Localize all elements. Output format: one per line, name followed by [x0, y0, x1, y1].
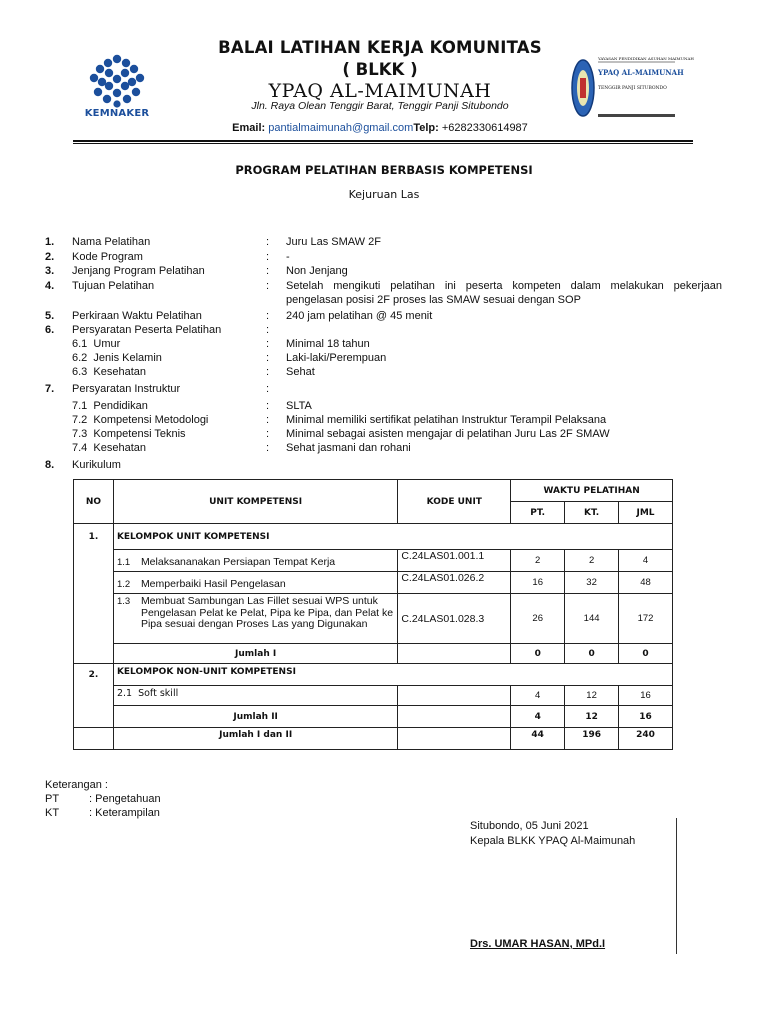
header-unit: UNIT KOMPETENSI: [113, 480, 397, 524]
info-subnumber: 7.1: [72, 400, 88, 412]
info-subtext: Kompetensi Teknis: [93, 428, 186, 440]
table-header-row: [74, 480, 673, 502]
notes-value: : Keterampilan: [89, 807, 160, 819]
unit-jml: 4: [619, 550, 673, 572]
subtotal-jml: 16: [619, 706, 673, 728]
unit-name: Melaksananakan Persiapan Tempat Kerja: [140, 555, 336, 568]
document-subtitle: Kejuruan Las: [348, 188, 420, 201]
info-colon: :: [266, 251, 270, 263]
institution-address: Jln. Raya Olean Tenggir Barat, Tenggir Panji Situbondo: [251, 100, 509, 112]
info-label: Tujuan Pelatihan: [72, 280, 155, 292]
table-row: [74, 572, 673, 594]
info-sublabel: [72, 413, 208, 427]
subtotal-kt: 0: [565, 644, 619, 664]
info-label: Persyaratan Instruktur: [72, 383, 181, 395]
info-value: Juru Las SMAW 2F: [286, 236, 381, 248]
info-label: Perkiraan Waktu Pelatihan: [72, 310, 202, 322]
info-label: Kurikulum: [72, 459, 121, 471]
info-colon: :: [266, 265, 270, 277]
info-sublabel: [72, 365, 146, 379]
info-number: 2.: [45, 251, 55, 263]
info-value: Laki-laki/Perempuan: [286, 352, 387, 364]
info-value: -: [286, 251, 290, 263]
info-number: 3.: [45, 265, 55, 277]
info-colon: :: [266, 280, 270, 292]
empty-cell: [398, 706, 511, 728]
info-value: Minimal memiliki sertifikat pelatihan Instruktur Terampil Pelaksana: [286, 414, 607, 426]
unit-name: Membuat Sambungan Las Fillet sesuai WPS untuk Pengelasan Pelat ke Pelat, Pipa ke Pipa, dan Pelat ke Pipa sesuai dengan Proses Las yang Digunakan: [140, 595, 394, 630]
empty-cell: [398, 686, 511, 706]
ypaq-line2: YPAQ AL-MAIMUNAH: [598, 68, 684, 77]
unit-cell: [113, 550, 397, 572]
unit-name: Soft skill: [138, 688, 179, 699]
info-subnumber: 6.3: [72, 366, 88, 378]
info-subnumber: 7.3: [72, 428, 88, 440]
info-colon: :: [266, 383, 270, 395]
header-pt: PT.: [511, 502, 565, 524]
unit-number: 1.1: [116, 556, 131, 568]
grand-pt: 44: [511, 728, 565, 750]
kemnaker-emblem-icon: [86, 54, 148, 108]
signature-place-date: Situbondo, 05 Juni 2021: [470, 820, 589, 832]
info-subnumber: 7.4: [72, 442, 88, 454]
subtotal-row: [74, 706, 673, 728]
table-row: [74, 664, 673, 686]
info-value: Setelah mengikuti pelatihan ini peserta kompeten dalam melakukan pekerjaan pengelasan posisi 2F proses las SMAW sesuai dengan SOP: [286, 280, 722, 306]
info-number: 7.: [45, 383, 55, 395]
grand-jml: 240: [619, 728, 673, 750]
curriculum-table: [73, 479, 673, 750]
unit-kt: 32: [565, 572, 619, 594]
info-subnumber: 6.2: [72, 352, 88, 364]
grand-kt: 196: [565, 728, 619, 750]
info-colon: :: [266, 310, 270, 322]
group-title: KELOMPOK NON-UNIT KOMPETENSI: [113, 664, 672, 686]
info-colon: :: [266, 338, 270, 350]
unit-name: Memperbaiki Hasil Pengelasan: [140, 577, 286, 590]
info-subtext: Jenis Kelamin: [93, 352, 162, 364]
unit-pt: 26: [511, 594, 565, 644]
notes-item: [45, 792, 161, 806]
grand-total-row: [74, 728, 673, 750]
group-number: [74, 524, 114, 664]
header-divider: [73, 140, 693, 142]
info-subtext: Pendidikan: [93, 400, 148, 412]
institution-abbr: ( BLKK ): [342, 60, 418, 79]
kemnaker-label: KEMNAKER: [84, 108, 150, 119]
subtotal-jml: 0: [619, 644, 673, 664]
subtotal-pt: 4: [511, 706, 565, 728]
table-row: [74, 594, 673, 644]
group-title: KELOMPOK UNIT KOMPETENSI: [113, 524, 672, 550]
unit-code: C.24LAS01.028.3: [398, 594, 511, 644]
kemnaker-logo: [80, 54, 154, 122]
signature-position: Kepala BLKK YPAQ Al-Maimunah: [470, 835, 636, 847]
ypaq-logo: [570, 54, 694, 124]
header-divider-thin: [73, 143, 693, 144]
unit-jml: 48: [619, 572, 673, 594]
notes-item: [45, 806, 160, 820]
institution-name: BALAI LATIHAN KERJA KOMUNITAS: [218, 38, 542, 57]
info-sublabel: [72, 351, 162, 365]
header-jml: JML: [619, 502, 673, 524]
signature-name: Drs. UMAR HASAN, MPd.I: [470, 938, 606, 950]
unit-pt: 2: [511, 550, 565, 572]
ypaq-line3: TENGGIR PANJI SITUBONDO: [598, 86, 667, 91]
unit-code: C.24LAS01.026.2: [398, 572, 511, 594]
info-number: 4.: [45, 280, 55, 292]
subtotal-label: Jumlah II: [113, 706, 397, 728]
info-value: Minimal 18 tahun: [286, 338, 370, 350]
margin-line: [676, 818, 677, 954]
info-number: 8.: [45, 459, 55, 471]
email-label: Email:: [232, 122, 266, 134]
grand-total-label: Jumlah I dan II: [113, 728, 397, 750]
info-value: Sehat: [286, 366, 315, 378]
header-kt: KT.: [565, 502, 619, 524]
notes-key: KT: [45, 807, 60, 819]
info-number: 1.: [45, 236, 55, 248]
notes-value: : Pengetahuan: [89, 793, 161, 805]
unit-jml: 172: [619, 594, 673, 644]
info-label: Jenjang Program Pelatihan: [72, 265, 205, 277]
info-subtext: Kesehatan: [93, 442, 147, 454]
info-colon: :: [266, 352, 270, 364]
unit-kt: 12: [565, 686, 619, 706]
info-value: Minimal sebagai asisten mengajar di pelatihan Juru Las 2F SMAW: [286, 428, 610, 440]
info-value: Sehat jasmani dan rohani: [286, 442, 411, 454]
ypaq-line1: YAYASAN PENDIDIKAN ASUHAN MAIMUNAH: [598, 56, 694, 61]
subtotal-pt: 0: [511, 644, 565, 664]
unit-kt: 2: [565, 550, 619, 572]
notes-title: Keterangan :: [45, 779, 108, 791]
group-number-text: 1.: [88, 532, 99, 542]
group-number-text: 2.: [88, 670, 99, 680]
info-colon: :: [266, 428, 270, 440]
info-sublabel: [72, 337, 120, 351]
empty-cell: [74, 728, 114, 750]
subtotal-kt: 12: [565, 706, 619, 728]
info-subnumber: 7.2: [72, 414, 88, 426]
unit-cell: [113, 686, 397, 706]
unit-pt: 4: [511, 686, 565, 706]
info-subtext: Umur: [93, 338, 121, 350]
phone-label: Telp:: [413, 122, 439, 134]
info-colon: :: [266, 236, 270, 248]
info-value: SLTA: [286, 400, 312, 412]
info-colon: :: [266, 366, 270, 378]
email-link[interactable]: pantialmaimunah@gmail.com: [268, 122, 414, 134]
info-value: Non Jenjang: [286, 265, 348, 277]
unit-pt: 16: [511, 572, 565, 594]
table-row: [74, 686, 673, 706]
info-colon: :: [266, 414, 270, 426]
table-row: [74, 524, 673, 550]
unit-jml: 16: [619, 686, 673, 706]
table-row: [74, 550, 673, 572]
unit-code: C.24LAS01.001.1: [398, 550, 511, 572]
info-label: Kode Program: [72, 251, 143, 263]
phone-number: +6282330614987: [441, 122, 528, 134]
subtotal-row: [74, 644, 673, 664]
info-number: 6.: [45, 324, 55, 336]
info-value: 240 jam pelatihan @ 45 menit: [286, 310, 433, 322]
group-number: [74, 664, 114, 728]
notes-key: PT: [45, 793, 60, 805]
empty-cell: [398, 644, 511, 664]
contact-line: [160, 122, 600, 134]
unit-number: 2.1: [116, 688, 133, 699]
unit-kt: 144: [565, 594, 619, 644]
unit-number: 1.2: [116, 578, 131, 590]
info-sublabel: [72, 399, 148, 413]
info-subtext: Kesehatan: [93, 366, 147, 378]
unit-cell: [113, 572, 397, 594]
info-label: Nama Pelatihan: [72, 236, 151, 248]
header-no: NO: [74, 480, 114, 524]
document-title: PROGRAM PELATIHAN BERBASIS KOMPETENSI: [235, 163, 533, 177]
header-kode: KODE UNIT: [398, 480, 511, 524]
info-label: Persyaratan Peserta Pelatihan: [72, 324, 222, 336]
info-number: 5.: [45, 310, 55, 322]
info-subtext: Kompetensi Metodologi: [93, 414, 209, 426]
info-sublabel: [72, 427, 186, 441]
info-subnumber: 6.1: [72, 338, 88, 350]
unit-number: 1.3: [116, 596, 131, 607]
info-sublabel: [72, 441, 146, 455]
header-waktu: WAKTU PELATIHAN: [511, 480, 673, 502]
info-colon: :: [266, 400, 270, 412]
unit-cell: [113, 594, 397, 644]
institution-org: YPAQ AL-MAIMUNAH: [268, 80, 492, 102]
empty-cell: [398, 728, 511, 750]
subtotal-label: Jumlah I: [113, 644, 397, 664]
info-colon: :: [266, 324, 270, 336]
info-colon: :: [266, 442, 270, 454]
